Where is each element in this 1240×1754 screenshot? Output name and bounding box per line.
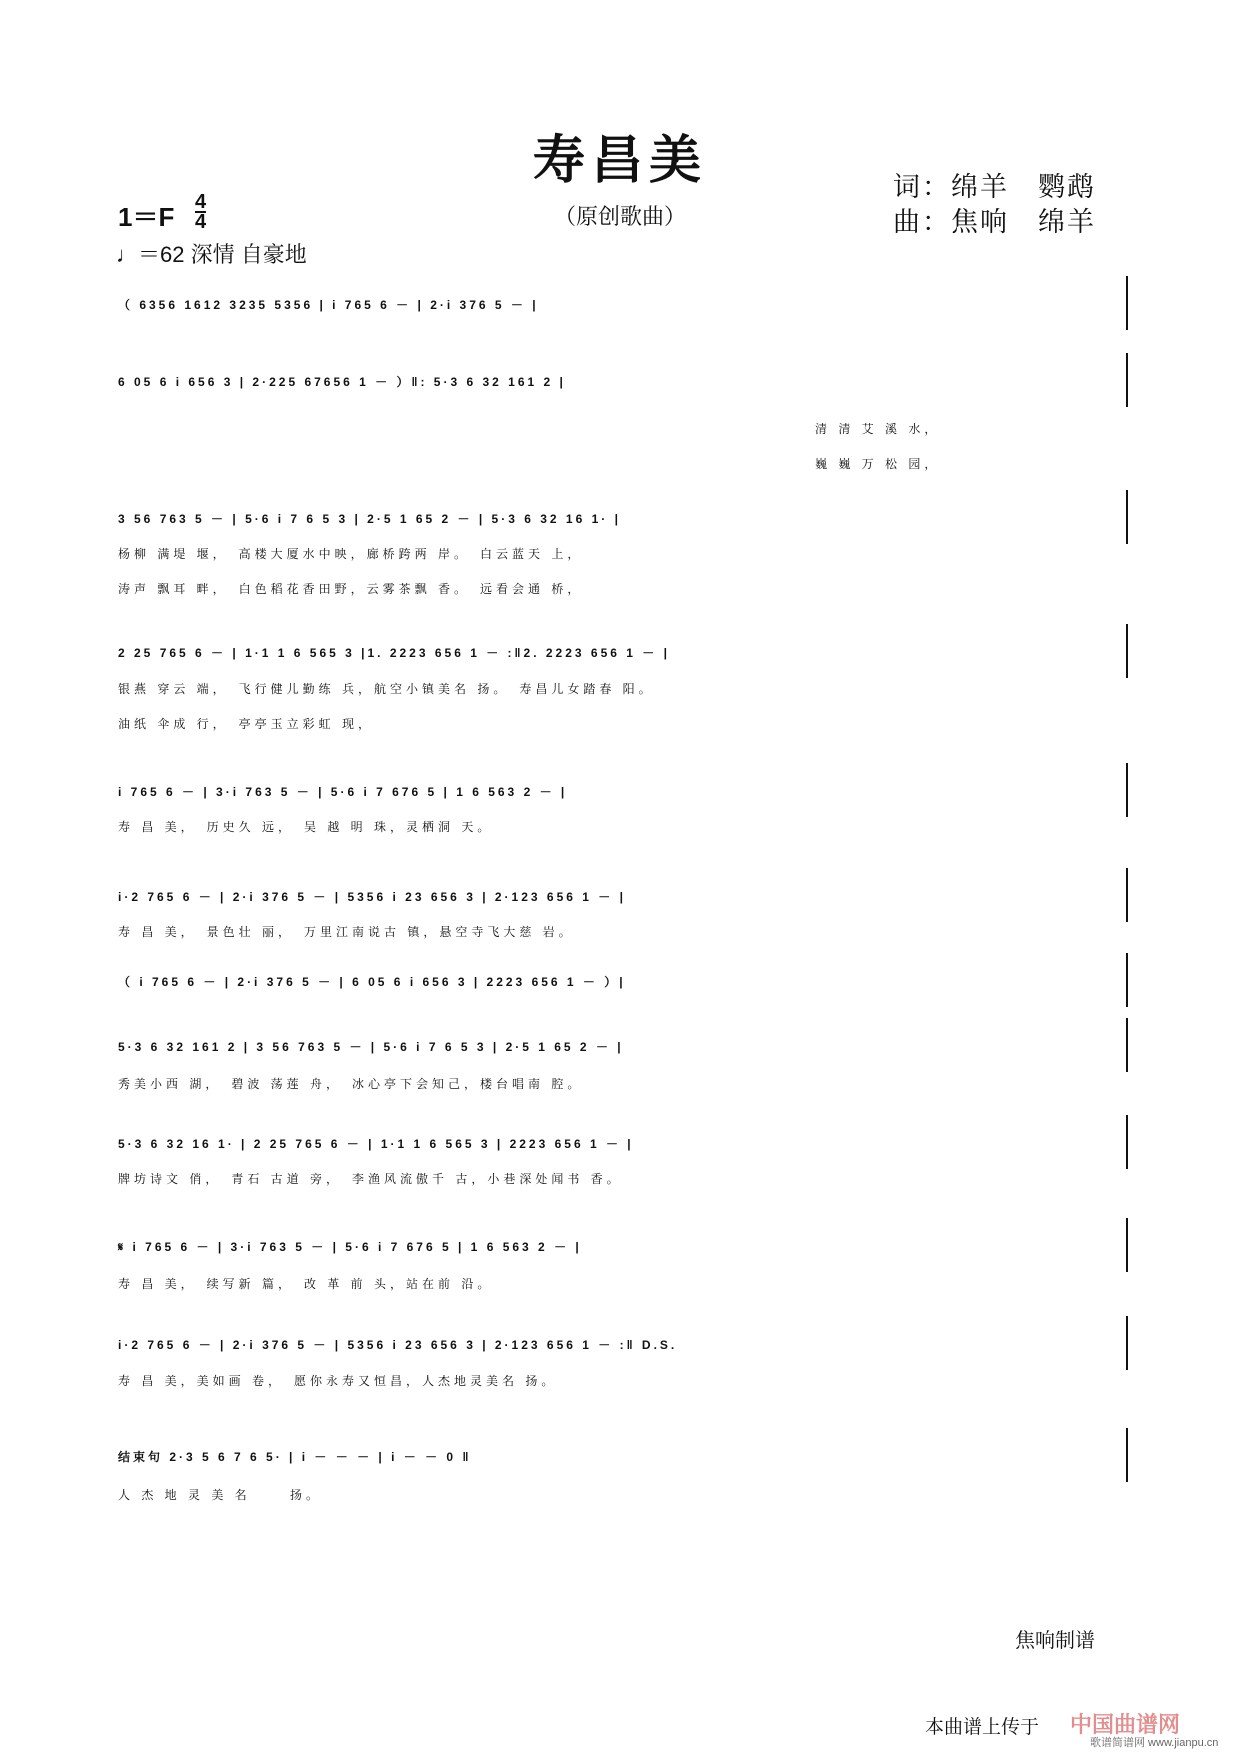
notation-text: （ 6356 1612 3235 5356 | i 765 6 － | 2·i 376 5 － | — [118, 298, 539, 312]
tempo-marking: ♩＝62 深情 自豪地 — [116, 242, 307, 267]
lyric-line: 油纸 伞成 行， 亭亭玉立彩虹 现， — [118, 717, 375, 731]
lyric-line: 秀美小西 湖， 碧波 荡莲 舟， 冰心亭下会知己，楼台唱南 腔。 — [118, 1077, 584, 1091]
lyric-line: 人 杰 地 灵 美 名 扬。 — [118, 1488, 323, 1502]
watermark-logo: 中国曲谱网 — [1070, 1712, 1181, 1737]
notation-text: i·2 765 6 － | 2·i 376 5 － | 5356 i 23 656 3 | 2·123 656 1 － :‖ D.S. — [118, 1338, 678, 1352]
barline — [1126, 624, 1128, 678]
time-sig-top: 4 — [195, 191, 207, 213]
notation-text: 结束句 2·3 5 6 7 6 5· | i － － － | i － － 0 ‖ — [118, 1450, 472, 1464]
notation-text: 5·3 6 32 16 1· | 2 25 765 6 － | 1·1 1 6 565 3 | 2223 656 1 － | — [118, 1137, 634, 1151]
song-subtitle: （原创歌曲） — [553, 204, 686, 229]
lyric-line: 寿 昌 美， 续写新 篇， 改 革 前 头，站在前 沿。 — [118, 1277, 494, 1291]
lyric-line: 寿 昌 美， 景色壮 丽， 万里江南说古 镇，悬空寺飞大慈 岩。 — [118, 925, 575, 939]
barline — [1126, 1428, 1128, 1482]
lyric-line: 涛声 飘耳 畔， 白色稻花香田野，云雾茶飘 香。 远看会通 桥， — [118, 582, 584, 596]
notation-text: 6 05 6 i 656 3 | 2·225 67656 1 － ）‖: 5·3 6 32 161 2 | — [118, 375, 566, 389]
notation-text: （ i 765 6 － | 2·i 376 5 － | 6 05 6 i 656 3 | 2223 656 1 － ）| — [118, 975, 626, 989]
time-sig-bottom: 4 — [195, 211, 207, 233]
barline — [1126, 1115, 1128, 1169]
site-footer: 歌谱简谱网 www.jianpu.cn — [1090, 1737, 1219, 1749]
barline — [1126, 868, 1128, 922]
time-signature — [195, 193, 206, 231]
notation-text: i·2 765 6 － | 2·i 376 5 － | 5356 i 23 656 3 | 2·123 656 1 － | — [118, 890, 626, 904]
barline — [1126, 953, 1128, 1007]
lyric-line: 寿 昌 美， 历史久 远， 吴 越 明 珠，灵栖洞 天。 — [118, 820, 494, 834]
barline — [1126, 353, 1128, 407]
score-line — [118, 965, 1128, 1025]
score-line — [118, 288, 1128, 348]
notation-text: i 765 6 － | 3·i 763 5 － | 5·6 i 7 676 5 | 1 6 563 2 － | — [118, 785, 568, 799]
barline — [1126, 1018, 1128, 1072]
lyricist-credit: 词：绵羊 鹦鹉 — [893, 172, 1096, 202]
key-signature: 1＝F — [118, 202, 175, 232]
barline — [1126, 276, 1128, 330]
lyric-line: 清 清 艾 溪 水， — [815, 422, 941, 436]
barline — [1126, 763, 1128, 817]
notation-text: 𝄋 i 765 6 － | 3·i 763 5 － | 5·6 i 7 676 5 | 1 6 563 2 － | — [118, 1240, 582, 1254]
lyric-line: 杨柳 满堤 堰， 高楼大厦水中映，廊桥跨两 岸。 白云蓝天 上， — [118, 547, 584, 561]
lyric-line: 巍 巍 万 松 园， — [815, 457, 941, 471]
barline — [1126, 1218, 1128, 1272]
lyric-line: 银燕 穿云 端， 飞行健儿勤练 兵，航空小镇美名 扬。 寿昌儿女踏春 阳。 — [118, 682, 655, 696]
lyric-line: 牌坊诗文 俏， 青石 古道 旁， 李渔风流傲千 古，小巷深处闻书 香。 — [118, 1172, 623, 1186]
barline — [1126, 1316, 1128, 1370]
notation-text: 5·3 6 32 161 2 | 3 56 763 5 － | 5·6 i 7 6 5 3 | 2·5 1 65 2 － | — [118, 1040, 624, 1054]
arranger-credit: 焦响制谱 — [1015, 1630, 1095, 1652]
upload-note: 本曲谱上传于 — [925, 1717, 1040, 1738]
lyric-line: 寿 昌 美，美如画 卷， 愿你永寿又恒昌，人杰地灵美名 扬。 — [118, 1374, 558, 1388]
barline — [1126, 490, 1128, 544]
score-line — [118, 365, 1128, 425]
song-title: 寿昌美 — [532, 130, 707, 191]
composer-credit: 曲：焦响 绵羊 — [893, 207, 1096, 237]
notation-text: 2 25 765 6 － | 1·1 1 6 565 3 |1. 2223 656 1 － :‖2. 2223 656 1 － | — [118, 646, 670, 660]
notation-text: 3 56 763 5 － | 5·6 i 7 6 5 3 | 2·5 1 65 2 － | 5·3 6 32 16 1· | — [118, 512, 621, 526]
